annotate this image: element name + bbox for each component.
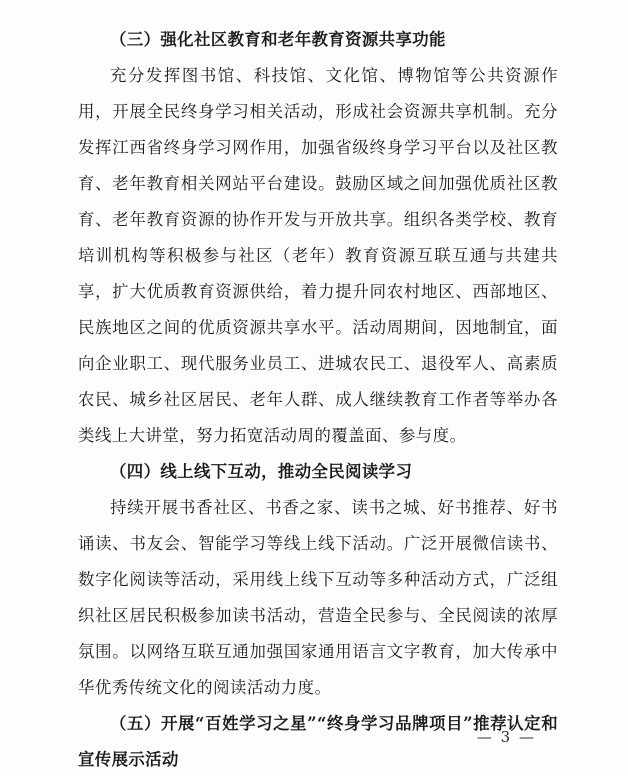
section-paragraph-4: 持续开展书香社区、书香之家、读书之城、好书推荐、好书诵读、书友会、智能学习等线上线下活动。广泛开展微信读书、数字化阅读等活动，采用线上线下互动等多种活动方式，广泛组织社区居民积极参加读书活动，营造全民参与、全民阅读的浓厚氛围。以网络互联互通加强国家通用语言文字教育，加大传承中华优秀传统文化的阅读活动力度。 — [78, 498, 558, 697]
page-number: — 3 — — [476, 728, 536, 746]
section-heading-4: （四）线上线下互动，推动全民阅读学习 — [110, 462, 413, 481]
document-body — [78, 22, 558, 778]
section-paragraph-3: 充分发挥图书馆、科技馆、文化馆、博物馆等公共资源作用，开展全民终身学习相关活动，形成社会资源共享机制。充分发挥江西省终身学习网作用，加强省级终身学习平台以及社区教育、老年教育相关网站平台建设。鼓励区域之间加强优质社区教育、老年教育资源的协作开发与开放共享。组织各类学校、教育培训机构等积极参与社区（老年）教育资源互联互通与共建共享，扩大优质教育资源供给，着力提升同农村地区、西部地区、民族地区之间的优质资源共享水平。活动周期间，因地制宜，面向企业职工、现代服务业员工、进城农民工、退役军人、高素质农民、城乡社区居民、老年人群、成人继续教育工作者等举办各类线上大讲堂，努力拓宽活动周的覆盖面、参与度。 — [78, 66, 558, 445]
section-heading-3: （三）强化社区教育和老年教育资源共享功能 — [110, 30, 446, 49]
section-heading-5: （五）开展“百姓学习之星”“终身学习品牌项目”推荐认定和宣传展示活动 — [78, 714, 558, 769]
